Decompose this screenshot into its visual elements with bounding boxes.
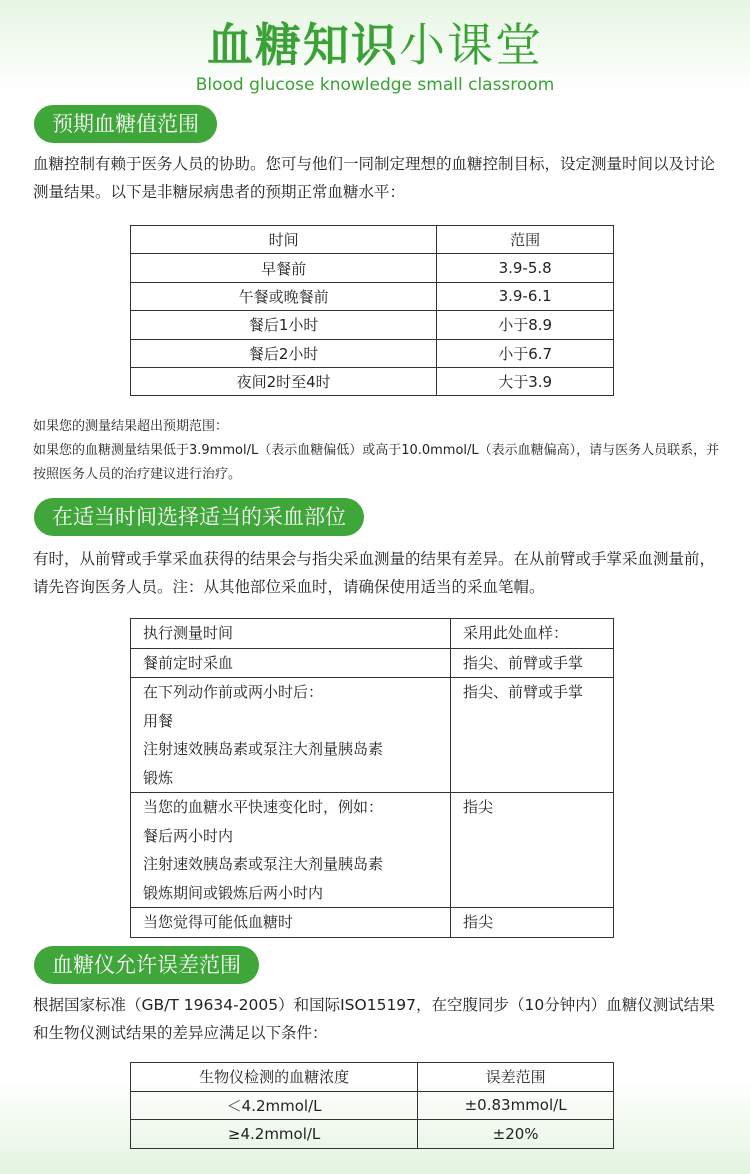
note-body: 如果您的血糖测量结果低于3.9mmol/L（表示血糖偏低）或高于10.0mmol/L（表示血糖偏高），请与医务人员联系，并按照医务人员的治疗建议进行治疗。: [33, 443, 720, 482]
title-bold: 血糖知识: [207, 18, 399, 72]
when-line: 当您的血糖水平快速变化时，例如：: [143, 798, 384, 816]
table-header-when: 执行测量时间: [131, 619, 451, 649]
table-row: [131, 1091, 614, 1120]
when-line: 锻炼: [143, 768, 174, 787]
table-cell-concentration: ＜4.2mmol/L: [131, 1091, 418, 1120]
section-heading-sampling-site: 在适当时间选择适当的采血部位: [34, 498, 364, 536]
table-cell-error: ±0.83mmol/L: [418, 1091, 614, 1120]
table-cell-range: 3.9-6.1: [437, 282, 614, 310]
table-header-site: 采用此处血样：: [451, 619, 614, 649]
table-cell-range: 3.9-5.8: [437, 254, 614, 282]
table-header-row: [131, 619, 614, 649]
table-cell-range: 小于6.7: [437, 339, 614, 367]
when-line: 锻炼期间或锻炼后两小时内: [143, 883, 324, 902]
table-cell-site: 指尖、前臂或手掌: [451, 648, 614, 678]
when-line: 注射速效胰岛素或泵注大剂量胰岛素: [143, 855, 384, 873]
table-row: [131, 1120, 614, 1149]
when-line: 用餐: [143, 711, 174, 730]
table-row: [131, 339, 614, 367]
table-cell-site: 指尖: [451, 793, 614, 908]
table-header-row: [131, 226, 614, 254]
expected-range-table: [130, 225, 614, 396]
table-header-concentration: 生物仪检测的血糖浓度: [131, 1063, 418, 1092]
table-row: [131, 311, 614, 339]
section2-intro: 有时，从前臂或手掌采血获得的结果会与指尖采血测量的结果有差异。在从前臂或手掌采血测量前，请先咨询医务人员。注：从其他部位采血时，请确保使用适当的采血笔帽。: [33, 550, 716, 596]
table-cell-error: ±20%: [418, 1120, 614, 1149]
title-thin: 小课堂: [399, 18, 543, 72]
table-cell-site: 指尖、前臂或手掌: [451, 678, 614, 793]
table-header-range: 范围: [437, 226, 614, 254]
section1-intro: 血糖控制有赖于医务人员的协助。您可与他们一同制定理想的血糖控制目标，设定测量时间以及讨论测量结果。以下是非糖尿病患者的预期正常血糖水平：: [33, 155, 716, 201]
table-cell-time: 早餐前: [131, 254, 437, 282]
table-row: [131, 908, 614, 938]
table-cell-when: [131, 678, 451, 793]
table-cell-time: 餐后1小时: [131, 311, 437, 339]
sampling-site-table: [130, 618, 614, 938]
table-cell-time: 餐后2小时: [131, 339, 437, 367]
note-title: 如果您的测量结果超出预期范围：: [33, 419, 229, 434]
table-row: [131, 367, 614, 395]
table-cell-when: [131, 793, 451, 908]
page-subtitle: Blood glucose knowledge small classroom: [195, 75, 555, 95]
section3-intro: 根据国家标准（GB/T 19634-2005）和国际ISO15197，在空腹同步（10分钟内）血糖仪测试结果和生物仪测试结果的差异应满足以下条件：: [33, 996, 715, 1042]
table-cell-concentration: ≥4.2mmol/L: [131, 1120, 418, 1149]
page-title: [0, 18, 750, 72]
table-cell-when: [131, 648, 451, 678]
table-cell-when: [131, 908, 451, 938]
when-line: 在下列动作前或两小时后：: [143, 683, 324, 701]
table-header-error: 误差范围: [418, 1063, 614, 1092]
when-line: 餐前定时采血: [143, 653, 234, 672]
when-line: 当您觉得可能低血糖时: [143, 913, 294, 931]
section1-note: [33, 415, 723, 487]
table-row: [131, 282, 614, 310]
error-range-table: [130, 1062, 614, 1149]
table-row: [131, 678, 614, 793]
section-heading-expected-range: 预期血糖值范围: [34, 105, 217, 143]
table-cell-site: 指尖: [451, 908, 614, 938]
when-line: 注射速效胰岛素或泵注大剂量胰岛素: [143, 740, 384, 758]
table-row: [131, 648, 614, 678]
table-row: [131, 793, 614, 908]
when-line: 餐后两小时内: [143, 826, 234, 845]
page-header: [0, 0, 750, 96]
table-row: [131, 254, 614, 282]
table-cell-range: 大于3.9: [437, 367, 614, 395]
table-cell-time: 夜间2时至4时: [131, 367, 437, 395]
section-heading-error-range: 血糖仪允许误差范围: [34, 946, 259, 984]
table-cell-range: 小于8.9: [437, 311, 614, 339]
table-cell-time: 午餐或晚餐前: [131, 282, 437, 310]
table-header-row: [131, 1063, 614, 1092]
table-header-time: 时间: [131, 226, 437, 254]
